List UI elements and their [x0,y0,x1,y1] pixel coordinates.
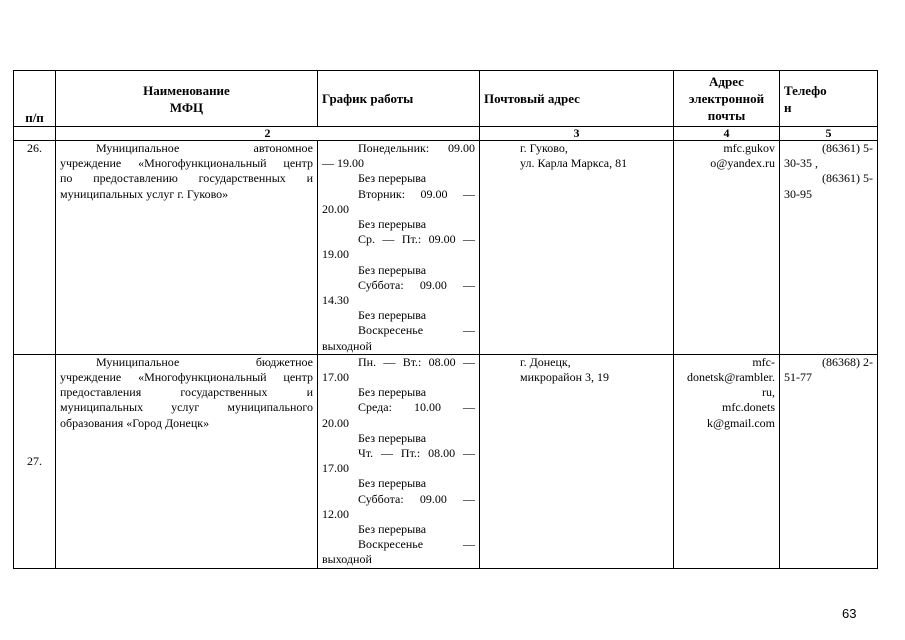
header-name-line: МФЦ [169,99,204,115]
schedule-line: 14.30 [322,293,349,308]
email-address [674,354,780,568]
schedule-line: Без перерыва [358,385,427,400]
email-line: ru, [762,385,775,400]
email-line: mfc.gukov [723,141,775,155]
mfc-name-line: муниципальных услуг г. Гуково» [60,186,229,201]
schedule-line: выходной [322,338,372,353]
schedule-line: Без перерыва [358,217,427,232]
header-name [56,71,318,127]
table-row [14,354,878,568]
phone-line: 30-95 [784,186,812,201]
header-phone-line: Телефо [784,82,827,98]
schedule-line: 12.00 [322,506,349,521]
schedule-line: Воскресенье — [358,323,475,338]
mfc-name-line: Муниципальное автономное [96,141,313,155]
email-address [674,141,780,355]
header-row [14,71,878,127]
email-line: o@yandex.ru [710,156,775,171]
work-schedule [318,141,480,355]
header-email [674,71,780,127]
phone-number [780,141,878,355]
header-phone-line: н [784,99,792,115]
mfc-name-line: образования «Город Донецк» [60,415,210,430]
header-email-line: почты [707,108,746,123]
mfc-name-line: по предоставлению государственных и [60,171,313,186]
schedule-line: Без перерыва [358,522,427,537]
schedule-line: Суббота: 09.00 — [358,277,475,292]
schedule-line: Суббота: 09.00 — [358,491,475,506]
email-line: mfc- [752,354,775,369]
schedule-line: Вторник: 09.00 — [358,186,475,201]
header-email-line: Адрес [709,74,744,89]
schedule-line: 19.00 [322,247,349,262]
address-line: г. Гуково, [520,141,568,155]
schedule-line: 20.00 [322,415,349,430]
schedule-line: — 19.00 [322,156,364,171]
row-number: 26. [14,141,56,355]
schedule-line: Без перерыва [358,476,427,491]
page-number: 63 [842,606,857,621]
schedule-line: Воскресенье — [358,537,475,552]
work-schedule [318,354,480,568]
mfc-name-line: муниципальных услуг муниципального [60,400,313,415]
mfc-name-line: предоставления государственных и [60,385,313,400]
schedule-line: 20.00 [322,201,349,216]
schedule-line: 17.00 [322,461,349,476]
schedule-line: 17.00 [322,370,349,385]
schedule-line: Без перерыва [358,308,427,323]
schedule-line: выходной [322,552,372,567]
schedule-line: Ср. — Пт.: 09.00 — [358,232,475,247]
mfc-name-line: учреждение «Многофункциональный центр [60,156,313,171]
address-line: ул. Карла Маркса, 81 [520,156,628,171]
email-line: mfc.donets [722,400,775,415]
schedule-line: Пн. — Вт.: 08.00 — [358,354,475,369]
header-name-line: Наименование [143,82,230,98]
index-cell-empty [14,127,56,141]
address-line: микрорайон 3, 19 [520,370,610,385]
schedule-line: Без перерыва [358,262,427,277]
mfc-name [56,141,318,355]
phone-line: (86368) 2- [822,354,873,369]
column-index-row [14,127,878,141]
header-num: п/п [14,71,56,127]
phone-line: (86361) 5- [822,171,873,186]
phone-line: 51-77 [784,370,812,385]
index-cell-3: 3 [480,127,674,141]
header-address: Почтовый адрес [480,71,674,127]
phone-number [780,354,878,568]
schedule-line: Понедельник: 09.00 [358,141,475,155]
phone-line: 30-35 , [784,156,818,171]
phone-line: (86361) 5- [822,141,873,155]
email-line: donetsk@rambler. [686,370,775,385]
mfc-name [56,354,318,568]
schedule-line: Без перерыва [358,430,427,445]
table-row [14,141,878,355]
index-cell-5: 5 [780,127,878,141]
mfc-table [13,70,878,569]
header-schedule: График работы [318,71,480,127]
address-line: г. Донецк, [520,354,571,369]
row-number: 27. [14,354,56,568]
index-cell-4: 4 [674,127,780,141]
email-line: k@gmail.com [706,415,775,430]
schedule-line: Без перерыва [358,171,427,186]
postal-address [480,354,674,568]
postal-address [480,141,674,355]
schedule-line: Чт. — Пт.: 08.00 — [358,446,475,461]
mfc-name-line: Муниципальное бюджетное [96,354,313,369]
header-email-line: электронной [688,91,765,106]
index-cell-2: 2 [56,127,480,141]
schedule-line: Среда: 10.00 — [358,400,475,415]
header-phone [780,71,878,127]
mfc-name-line: учреждение «Многофункциональный центр [60,370,313,385]
